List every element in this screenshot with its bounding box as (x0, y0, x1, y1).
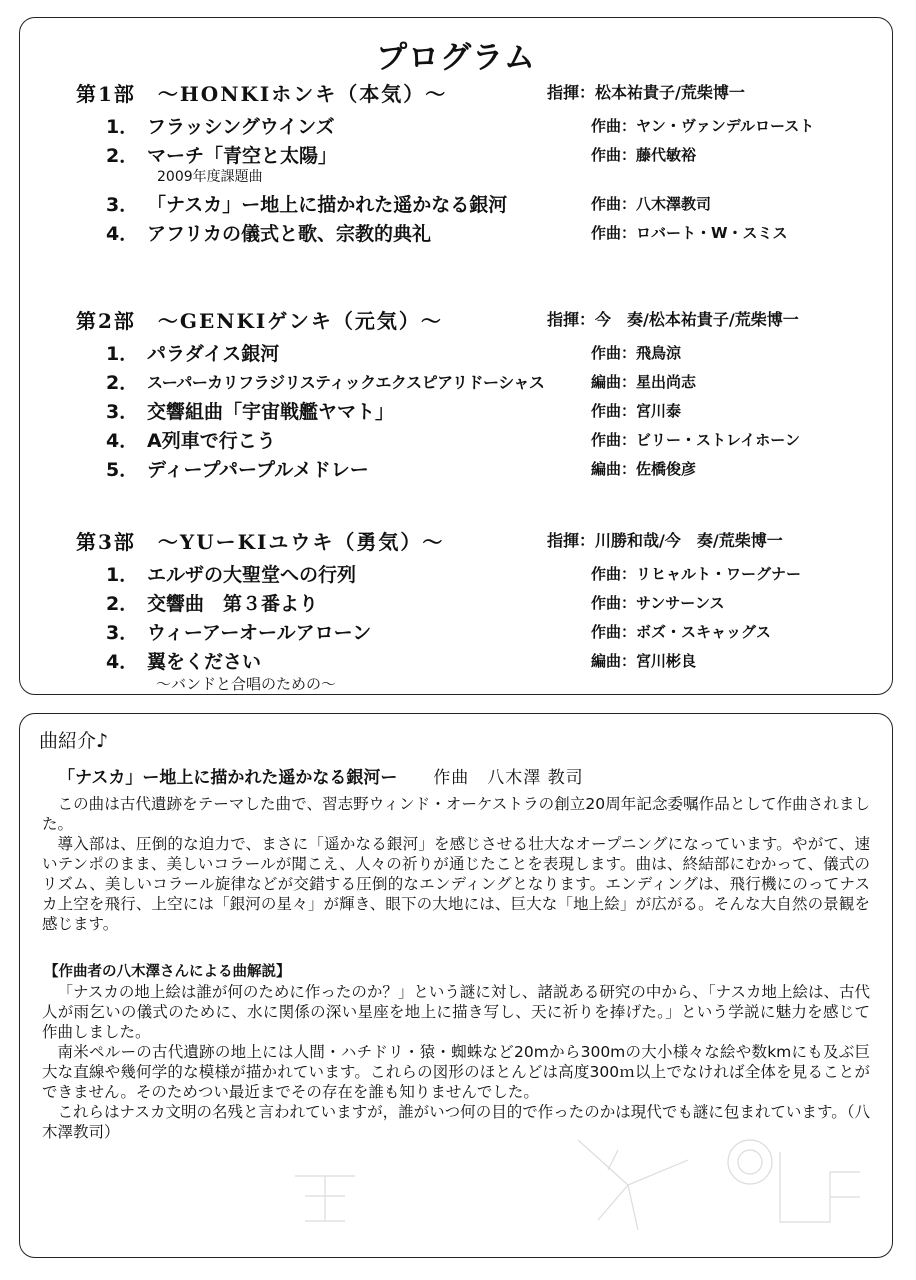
item-title: 交響曲 第３番より (147, 593, 319, 615)
item-title: A列車で行こう (147, 430, 276, 452)
program-item (20, 219, 892, 248)
item-title: 翼をください (147, 651, 262, 673)
program-item (20, 618, 892, 647)
song-introduction-panel (19, 713, 893, 1258)
item-composer: 作曲：ビリー・ストレイホーン (591, 431, 800, 449)
item-title: パラダイス銀河 (147, 343, 280, 365)
intro-song-composer: 作曲 八木澤 教司 (433, 768, 584, 788)
item-number: 5． (106, 459, 139, 481)
program-item (20, 426, 892, 455)
item-number: 1． (106, 116, 139, 138)
program-panel (19, 17, 893, 695)
program-item (20, 368, 892, 397)
item-title: エルザの大聖堂への行列 (147, 564, 357, 586)
item-number: 4． (106, 223, 139, 245)
part-conductor: 指揮：松本祐貴子/荒柴博一 (547, 83, 745, 102)
item-composer: 作曲：八木澤教司 (591, 195, 712, 213)
item-composer: 作曲：ボズ・スキャッグス (591, 623, 771, 641)
item-note-text: 〜バンドと合唱のための〜 (156, 675, 337, 693)
item-number: 1． (106, 343, 139, 365)
part-conductor: 指揮：川勝和哉/今 奏/荒柴博一 (547, 531, 783, 550)
program-item (20, 190, 892, 219)
item-number: 2． (106, 145, 139, 167)
item-number: 2． (106, 372, 139, 394)
item-composer: 編曲：星出尚志 (591, 373, 697, 391)
note-paragraph: 「ナスカの地上絵は誰が何のために作ったのか？」という謎に対し、諸説ある研究の中から、「ナスカ地上絵は、古代人が雨乞いの儀式のために、水に関係の深い星座を地上に描き写し、天に祈りを捧げた。」という学説に魅力を感じて作曲しました。 (42, 983, 871, 1041)
item-number: 1． (106, 564, 139, 586)
program-item (20, 112, 892, 141)
item-title: スーパーカリフラジリスティックエクスピアリドーシャス (147, 373, 545, 392)
nazca-hummingbird-icon (568, 1130, 698, 1240)
item-number: 4． (106, 651, 139, 673)
item-composer: 作曲：宮川泰 (591, 402, 682, 420)
intro-paragraph: この曲は古代遺跡をテーマした曲で、習志野ウィンド・オーケストラの創立20周年記念委嘱作品として作曲されました。 (42, 795, 870, 833)
item-title: マーチ「青空と太陽」 (147, 145, 338, 167)
item-number: 2． (106, 593, 139, 615)
composer-note-body (42, 982, 870, 1142)
program-item (20, 141, 892, 170)
program-part-1 (20, 78, 892, 248)
composer-note-heading: 【作曲者の八木澤さんによる曲解説】 (44, 964, 291, 980)
program-title: プログラム (376, 40, 536, 76)
item-note (20, 170, 892, 190)
item-title: アフリカの儀式と歌、宗教的典礼 (147, 223, 432, 245)
nazca-monkey-icon (720, 1122, 870, 1242)
item-note (20, 676, 892, 696)
item-composer: 作曲：ロバート・W・スミス (591, 224, 788, 242)
intro-paragraph: 導入部は、圧倒的な迫力で、まさに「遥かなる銀河」を感じさせる壮大なオープニングになっています。やがて、速いテンポのまま、美しいコラールが聞こえ、人々の祈りが通じたことを表現します。曲は、終結部にむかって、儀式のリズム、美しいコラール旋律などが交錯する圧倒的なエンディングとなります。エンディングは、飛行機にのってナスカ上空を飛行、上空には「銀河の星々」が輝き、眼下の大地には、巨大な「地上絵」が広がる。そんな大自然の景観を感じます。 (42, 835, 870, 933)
item-title: ディープパープルメドレー (147, 459, 369, 481)
part-title: 第3部 〜YUーKIユウキ（勇気）〜 (76, 530, 445, 554)
program-item (20, 589, 892, 618)
program-item (20, 339, 892, 368)
item-composer: 作曲：リヒャルト・ワーグナー (591, 565, 802, 583)
item-composer: 作曲：飛鳥涼 (591, 344, 682, 362)
item-number: 3． (106, 194, 139, 216)
item-composer: 編曲：佐橋俊彦 (591, 460, 697, 478)
intro-song-line (58, 763, 584, 788)
intro-song-title: 「ナスカ」ー地上に描かれた遥かなる銀河ー (58, 768, 398, 788)
item-title: フラッシングウインズ (147, 116, 335, 138)
item-title: ウィーアーオールアローン (147, 622, 372, 644)
program-item (20, 455, 892, 484)
item-composer: 編曲：宮川彬良 (591, 652, 697, 670)
intro-body (42, 794, 870, 934)
item-composer: 作曲：ヤン・ヴァンデルロースト (591, 117, 815, 135)
program-part-2 (20, 305, 892, 484)
item-note-text: 2009年度課題曲 (157, 169, 263, 185)
program-item (20, 647, 892, 676)
note-paragraph: これらはナスカ文明の名残と言われていますが，誰がいつ何の目的で作ったのかは現代でも謎に包まれています。（八木澤教司） (42, 1103, 870, 1141)
program-part-3 (20, 526, 892, 696)
item-title: 交響組曲「宇宙戦艦ヤマト」 (147, 401, 395, 423)
item-number: 3． (106, 401, 139, 423)
part-conductor: 指揮：今 奏/松本祐貴子/荒柴博一 (547, 310, 799, 329)
item-number: 4． (106, 430, 139, 452)
item-composer: 作曲：藤代敏裕 (591, 146, 697, 164)
part-title: 第1部 〜HONKIホンキ（本気）〜 (76, 82, 448, 106)
item-number: 3． (106, 622, 139, 644)
program-item (20, 397, 892, 426)
note-paragraph: 南米ペルーの古代遺跡の地上には人間・ハチドリ・猿・蜘蛛など20mから300mの大小様々な絵や数kmにも及ぶ巨大な直線や幾何学的な模様が描かれています。これらの図形のほとんどは高度300ｍ以上でなければ全体を見ることができません。そのためつい最近までその存在を誰も知りませんでした。 (42, 1043, 870, 1101)
intro-heading: 曲紹介♪ (39, 730, 109, 752)
nazca-figure-icon (290, 1166, 360, 1226)
item-composer: 作曲：サンサーンス (591, 594, 725, 612)
part-title: 第2部 〜GENKIゲンキ（元気）〜 (76, 309, 443, 333)
program-item (20, 560, 892, 589)
item-title: 「ナスカ」ー地上に描かれた遥かなる銀河 (147, 194, 508, 216)
